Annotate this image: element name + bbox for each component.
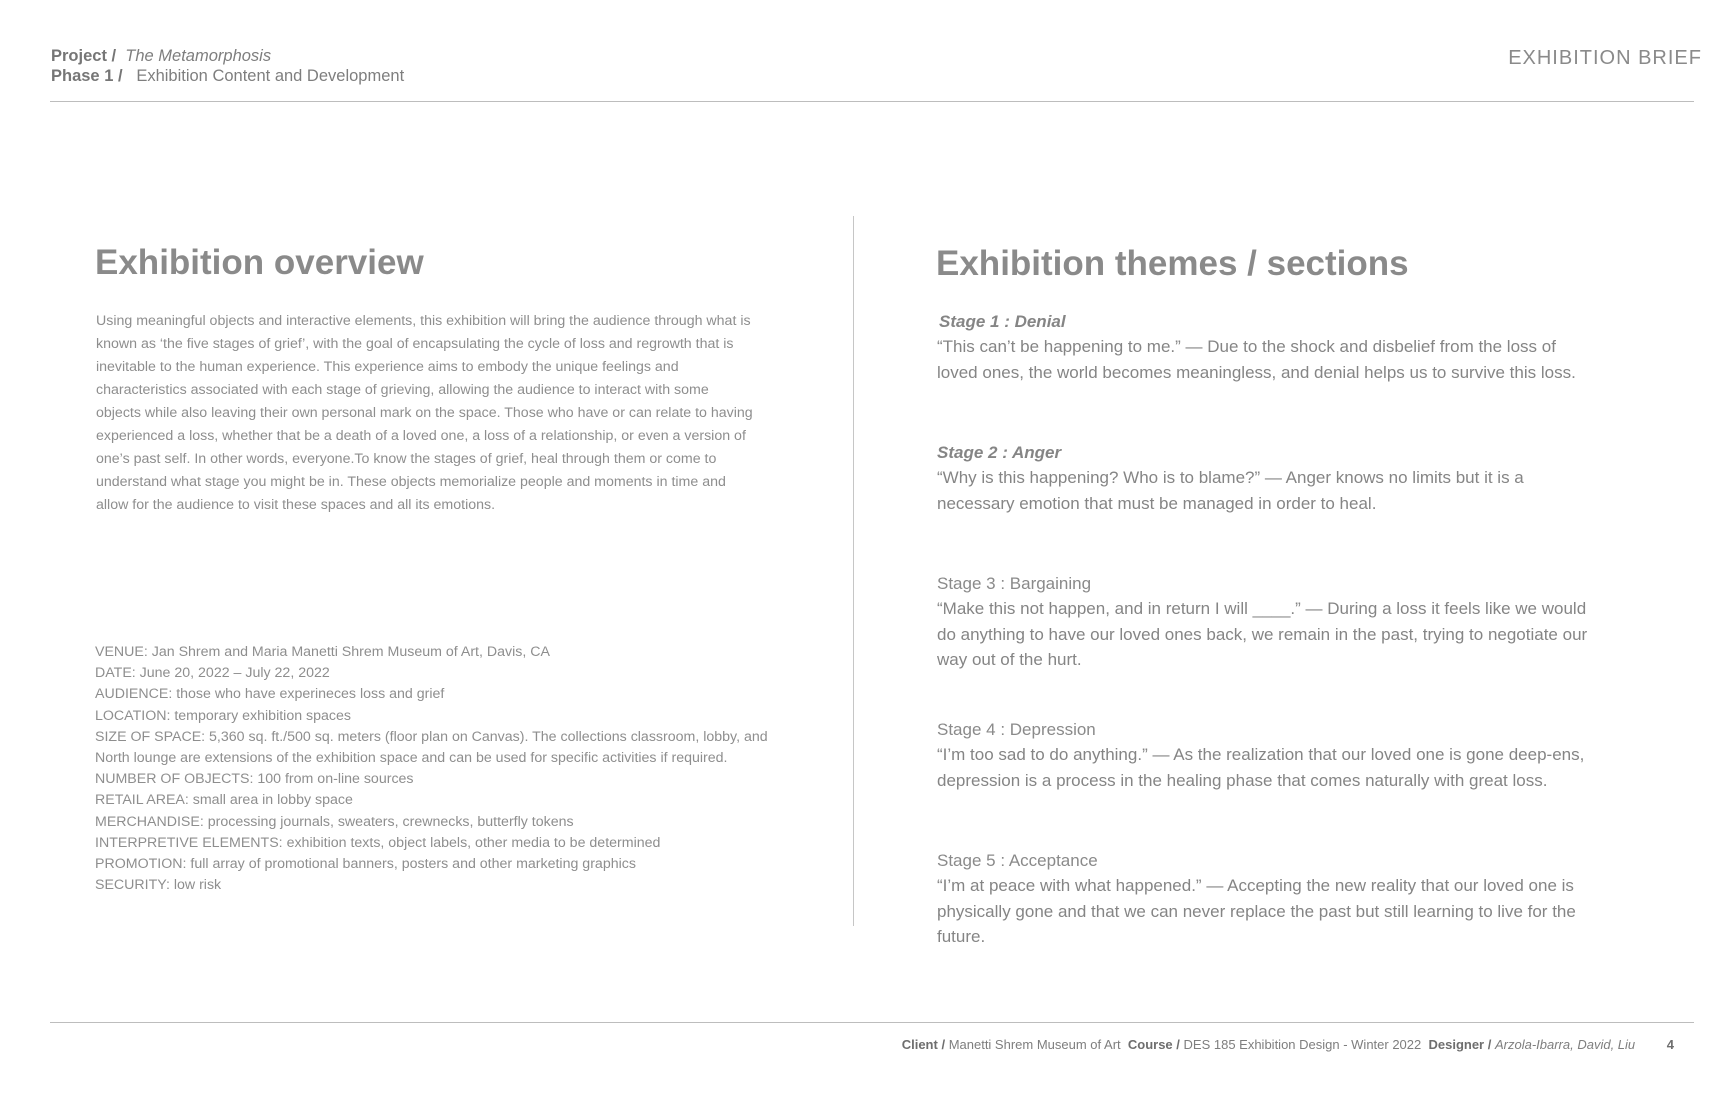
- stage-text: “I’m at peace with what happened.” — Accepting the new reality that our loved one is physically gone and that we can never replace the past but still learning to live for the future.: [937, 876, 1576, 946]
- detail-interpretive-elements: INTERPRETIVE ELEMENTS: exhibition texts, object labels, other media to be determined: [95, 834, 661, 851]
- overview-title: Exhibition overview: [95, 243, 424, 282]
- stage-title: Stage 5 : Acceptance: [937, 851, 1098, 870]
- stage-text: “This can’t be happening to me.” — Due to the shock and disbelief from the loss of loved ones, the world becomes meaningless, and denial helps us to survive this loss.: [937, 337, 1576, 382]
- course-name: DES 185 Exhibition Design - Winter 2022: [1183, 1037, 1422, 1052]
- detail-location: LOCATION: temporary exhibition spaces: [95, 707, 351, 724]
- detail-merchandise: MERCHANDISE: processing journals, sweaters, crewnecks, butterfly tokens: [95, 813, 574, 830]
- client-name: Manetti Shrem Museum of Art: [948, 1037, 1121, 1052]
- phase-name: Exhibition Content and Development: [136, 67, 405, 85]
- course-label: Course /: [1127, 1037, 1180, 1052]
- detail-size-of-space: SIZE OF SPACE: 5,360 sq. ft./500 sq. meters (floor plan on Canvas). The collections classroom, lobby, and North lounge are extensions of the exhibition space and can be used for specific activities if required.: [95, 728, 768, 767]
- header-rule: [50, 101, 1694, 102]
- stage-text: “Why is this happening? Who is to blame?” — Anger knows no limits but it is a necessary emotion that must be managed in order to heal.: [937, 468, 1524, 513]
- stage-text: “I’m too sad to do anything.” — As the realization that our loved one is gone deep-ens, depression is a process in the healing phase that comes naturally with great loss.: [937, 745, 1585, 790]
- project-label: Project /: [51, 47, 117, 65]
- detail-promotion: PROMOTION: full array of promotional banners, posters and other marketing graphics: [95, 856, 636, 873]
- phase-label: Phase 1 /: [51, 67, 123, 85]
- column-divider: [853, 216, 854, 926]
- exhibition-details-list: [95, 642, 795, 896]
- header-phase-line: [51, 67, 404, 86]
- stage-denial: [939, 310, 1599, 385]
- detail-venue: VENUE: Jan Shrem and Maria Manetti Shrem Museum of Art, Davis, CA: [95, 644, 550, 660]
- stage-title: Stage 1 : Denial: [939, 312, 1066, 331]
- detail-audience: AUDIENCE: those who have experineces loss and grief: [95, 686, 445, 703]
- header-project-line: [51, 47, 271, 66]
- detail-retail-area: RETAIL AREA: small area in lobby space: [95, 792, 353, 809]
- stage-depression: [937, 718, 1597, 793]
- page-number: 4: [1666, 1037, 1674, 1052]
- client-label: Client /: [901, 1037, 946, 1052]
- stage-bargaining: [937, 572, 1597, 673]
- footer-credits: [902, 1037, 1674, 1052]
- footer-rule: [50, 1022, 1694, 1023]
- detail-security: SECURITY: low risk: [95, 877, 222, 894]
- stage-title: Stage 2 : Anger: [937, 443, 1062, 462]
- themes-title: Exhibition themes / sections: [936, 244, 1409, 283]
- document-type-label: EXHIBITION BRIEF: [1508, 47, 1702, 69]
- stage-text: “Make this not happen, and in return I will ____.” — During a loss it feels like we would do anything to have our loved ones back, we remain in the past, trying to negotiate our way out of the hurt.: [937, 599, 1588, 669]
- detail-date: DATE: June 20, 2022 – July 22, 2022: [95, 665, 330, 682]
- detail-number-of-objects: NUMBER OF OBJECTS: 100 from on-line sources: [95, 771, 414, 788]
- overview-body: Using meaningful objects and interactive elements, this exhibition will bring the audience through what is known as ‘the five stages of grief’, with the goal of encapsulating the cycle of loss and regrowth that is inevitable to the human experience. This experience aims to embody the unique feelings and characteristics associated with each stage of grieving, allowing the audience to interact with some objects while also leaving their own personal mark on the space. Those who have or can relate to having experienced a loss, whether that be a death of a loved one, a loss of a relationship, or even a version of one’s past self. In other words, everyone.To know the stages of grief, heal through them or come to understand what stage you might be in. These objects memorialize people and moments in time and allow for the audience to visit these spaces and all its emotions.: [96, 313, 753, 513]
- designer-names: Arzola-Ibarra, David, Liu: [1494, 1037, 1636, 1052]
- designer-label: Designer /: [1428, 1037, 1492, 1052]
- stage-anger: [937, 441, 1597, 516]
- stage-title: Stage 4 : Depression: [937, 720, 1096, 739]
- stage-acceptance: [937, 849, 1597, 950]
- project-name: The Metamorphosis: [125, 47, 272, 65]
- stage-title: Stage 3 : Bargaining: [937, 574, 1092, 593]
